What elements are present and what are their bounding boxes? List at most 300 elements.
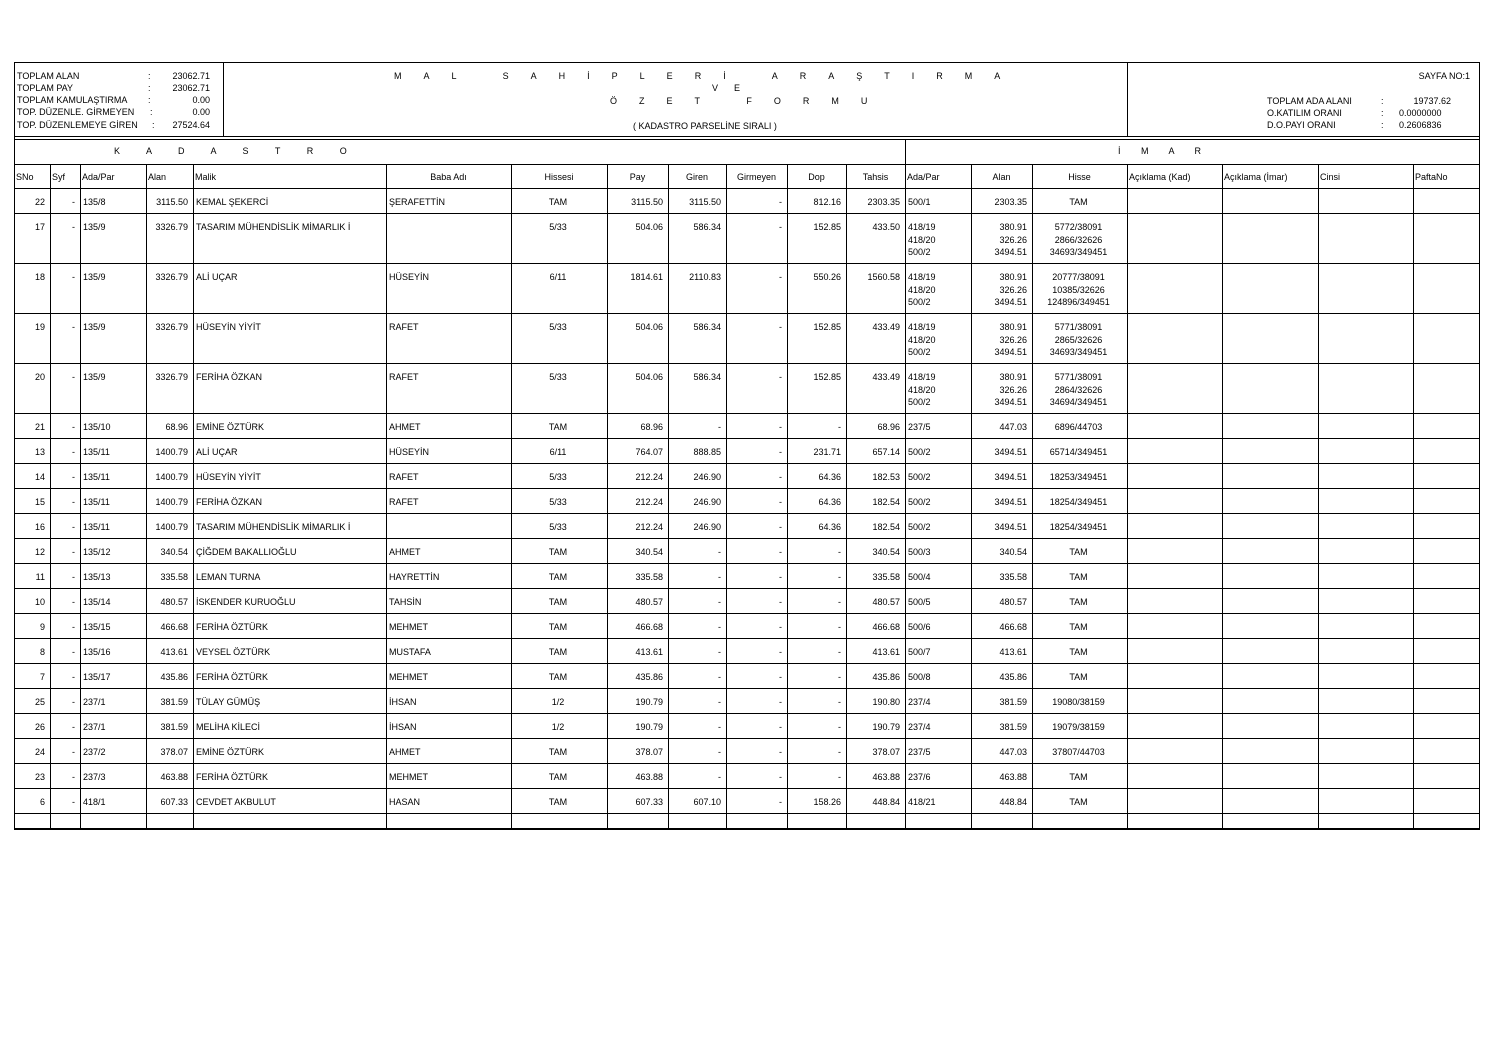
table-cell-adapar: 418/1 <box>83 797 106 807</box>
table-cell-i-adapar: 237/4 <box>908 722 931 732</box>
table-cell-sno: 17 <box>34 222 45 232</box>
row-rule <box>14 738 1480 739</box>
table-cell-baba: HASAN <box>389 797 421 807</box>
summary-value: 0.00 <box>192 107 210 117</box>
table-cell-hisse: TAM <box>548 747 568 757</box>
table-cell-giren: - <box>718 547 721 557</box>
table-cell-adapar: 237/1 <box>83 722 106 732</box>
summary-label: TOPLAM PAY <box>17 83 74 93</box>
table-cell-i-alan: 2303.35 <box>994 197 1027 207</box>
table-cell-syf: - <box>72 447 75 457</box>
table-cell-alan: 3326.79 <box>155 372 188 382</box>
table-cell-i-adapar: 237/5 <box>908 747 931 757</box>
table-cell-baba: AHMET <box>389 547 421 557</box>
table-cell-giren: - <box>718 722 721 732</box>
table-cell-sno: 19 <box>34 322 45 332</box>
column-header-label: Açıklama (İmar) <box>1224 172 1288 182</box>
summary-label: TOP. DÜZENLEMEYE GİREN <box>17 120 138 130</box>
table-cell-i-alan: 447.03 <box>999 747 1027 757</box>
table-cell-malik: KEMAL ŞEKERCİ <box>196 197 269 207</box>
table-cell-giren: 2110.83 <box>689 272 721 282</box>
table-cell-giren: 586.34 <box>693 222 721 232</box>
table-cell-i-hisse: 5772/38091 2866/32626 34693/349451 <box>1049 222 1108 257</box>
table-cell-tahsis: 413.61 <box>872 647 900 657</box>
column-header <box>609 171 666 183</box>
table-cell-alan: 340.54 <box>160 547 188 557</box>
column-header-label: SNo <box>16 172 34 182</box>
table-cell-giren: - <box>718 647 721 657</box>
table-cell-giren: - <box>718 622 721 632</box>
summary-value: 0.2606836 <box>1399 120 1442 130</box>
summary-value: 0.00 <box>192 95 210 105</box>
table-cell-tahsis: 190.80 <box>872 697 900 707</box>
table-cell-syf: - <box>72 422 75 432</box>
table-cell-girmeyen: - <box>779 497 782 507</box>
table-cell-sno: 9 <box>39 622 45 632</box>
section-imar: İ M A R <box>1118 146 1202 156</box>
table-cell-pay: 1814.61 <box>630 272 663 282</box>
table-cell-pay: 480.57 <box>635 597 663 607</box>
title-line-3: ÖZET FORMU <box>610 96 890 106</box>
table-cell-pay: 340.54 <box>635 547 663 557</box>
column-header <box>1129 171 1220 183</box>
table-cell-malik: EMİNE ÖZTÜRK <box>196 747 265 757</box>
table-cell-girmeyen: - <box>779 272 782 282</box>
row-rule <box>14 213 1480 214</box>
table-cell-i-alan: 448.84 <box>999 797 1027 807</box>
table-cell-baba: TAHSİN <box>389 597 422 607</box>
table-cell-sno: 21 <box>34 422 45 432</box>
table-cell-i-hisse: 5771/38091 2865/32626 34693/349451 <box>1049 322 1108 357</box>
table-cell-alan: 335.58 <box>160 572 188 582</box>
table-cell-tahsis: 2303.35 <box>867 197 900 207</box>
table-cell-malik: FERİHA ÖZKAN <box>196 372 263 382</box>
table-cell-baba: RAFET <box>389 322 419 332</box>
table-cell-hisse: TAM <box>548 422 568 432</box>
table-cell-hisse: 1/2 <box>551 722 565 732</box>
column-header-label: Hisse <box>1068 172 1091 182</box>
table-cell-pay: 212.24 <box>635 497 663 507</box>
row-rule <box>14 663 1480 664</box>
column-header-label: Açıklama (Kad) <box>1129 172 1191 182</box>
table-cell-pay: 607.33 <box>635 797 663 807</box>
table-cell-girmeyen: - <box>779 747 782 757</box>
table-cell-syf: - <box>72 772 75 782</box>
table-cell-giren: - <box>718 597 721 607</box>
table-cell-baba: RAFET <box>389 472 419 482</box>
table-cell-baba: HÜSEYİN <box>389 447 430 457</box>
table-cell-dop: 550.26 <box>813 272 841 282</box>
table-cell-tahsis: 340.54 <box>872 547 900 557</box>
column-header-label: Alan <box>992 172 1011 182</box>
table-cell-girmeyen: - <box>779 647 782 657</box>
table-cell-alan: 68.96 <box>165 422 188 432</box>
table-cell-syf: - <box>72 672 75 682</box>
table-cell-sno: 16 <box>34 522 45 532</box>
table-cell-i-hisse: 18254/349451 <box>1049 497 1108 507</box>
summary-value: 27524.64 <box>172 120 210 130</box>
table-cell-tahsis: 335.58 <box>872 572 900 582</box>
table-cell-girmeyen: - <box>779 622 782 632</box>
table-cell-i-adapar: 418/19 418/20 500/2 <box>908 372 936 407</box>
table-cell-i-alan: 381.59 <box>999 722 1027 732</box>
table-cell-adapar: 237/2 <box>83 747 106 757</box>
table-cell-giren: - <box>718 672 721 682</box>
table-cell-i-adapar: 500/7 <box>908 647 931 657</box>
table-cell-alan: 3115.50 <box>156 197 188 207</box>
table-cell-alan: 3326.79 <box>155 222 188 232</box>
table-cell-girmeyen: - <box>779 322 782 332</box>
table-cell-i-adapar: 500/2 <box>908 472 931 482</box>
table-cell-adapar: 135/9 <box>83 222 106 232</box>
table-cell-dop: 64.36 <box>818 497 841 507</box>
table-cell-i-hisse: 19080/38159 <box>1052 697 1105 707</box>
table-cell-malik: FERİHA ÖZTÜRK <box>196 622 269 632</box>
column-header <box>1320 171 1411 183</box>
table-cell-alan: 463.88 <box>160 772 188 782</box>
table-cell-girmeyen: - <box>779 797 782 807</box>
table-cell-girmeyen: - <box>779 572 782 582</box>
table-cell-alan: 381.59 <box>160 722 188 732</box>
column-header-label: Hissesi <box>544 172 574 182</box>
table-cell-i-alan: 480.57 <box>999 597 1027 607</box>
column-header <box>973 171 1030 183</box>
table-cell-giren: 607.10 <box>693 797 721 807</box>
table-cell-hisse: 5/33 <box>549 322 567 332</box>
column-header-label: Tahsis <box>862 172 889 182</box>
table-cell-i-alan: 413.61 <box>999 647 1027 657</box>
table-cell-giren: - <box>718 572 721 582</box>
column-header-label: Ada/Par <box>82 172 115 182</box>
table-cell-pay: 190.79 <box>635 697 663 707</box>
table-cell-tahsis: 182.54 <box>872 497 900 507</box>
table-cell-syf: - <box>72 472 75 482</box>
table-cell-pay: 463.88 <box>635 772 663 782</box>
table-cell-hisse: 1/2 <box>551 697 565 707</box>
table-cell-malik: HÜSEYİN YİYİT <box>196 322 261 332</box>
table-cell-i-adapar: 500/2 <box>908 497 931 507</box>
table-cell-dop: 152.85 <box>813 372 841 382</box>
table-cell-i-hisse: TAM <box>1069 597 1088 607</box>
colon: : <box>148 71 151 81</box>
row-rule <box>14 538 1480 539</box>
table-cell-syf: - <box>72 272 75 282</box>
colon: : <box>1381 108 1384 118</box>
table-cell-i-hisse: TAM <box>1069 772 1088 782</box>
table-cell-giren: 586.34 <box>693 322 721 332</box>
table-cell-sno: 15 <box>34 497 45 507</box>
table-cell-syf: - <box>72 722 75 732</box>
table-cell-syf: - <box>72 522 75 532</box>
summary-label: O.KATILIM ORANI <box>1267 108 1342 118</box>
table-cell-syf: - <box>72 797 75 807</box>
table-cell-dop: - <box>838 722 841 732</box>
table-cell-girmeyen: - <box>779 222 782 232</box>
table-cell-adapar: 135/14 <box>83 597 111 607</box>
table-cell-baba: HAYRETTİN <box>389 572 440 582</box>
table-cell-girmeyen: - <box>779 447 782 457</box>
summary-label: TOP. DÜZENLE. GİRMEYEN <box>17 107 135 117</box>
table-cell-syf: - <box>72 372 75 382</box>
table-cell-dop: - <box>838 622 841 632</box>
table-cell-dop: 812.16 <box>813 197 841 207</box>
row-rule <box>14 613 1480 614</box>
table-cell-adapar: 135/11 <box>83 472 110 482</box>
table-cell-alan: 3326.79 <box>155 272 188 282</box>
table-cell-dop: - <box>838 672 841 682</box>
table-cell-dop: 152.85 <box>813 322 841 332</box>
colon: : <box>148 83 151 93</box>
table-cell-baba: HÜSEYİN <box>389 272 430 282</box>
title-line-4: ( KADASTRO PARSELİNE SIRALI ) <box>633 121 777 131</box>
table-cell-i-adapar: 500/4 <box>908 572 931 582</box>
table-cell-baba: ŞERAFETTİN <box>389 197 446 207</box>
table-cell-i-alan: 380.91 326.26 3494.51 <box>994 222 1027 257</box>
table-cell-pay: 504.06 <box>635 222 663 232</box>
table-cell-i-alan: 435.86 <box>999 672 1027 682</box>
table-cell-sno: 22 <box>34 197 45 207</box>
column-header <box>1034 171 1125 183</box>
table-cell-i-alan: 335.58 <box>999 572 1027 582</box>
table-cell-giren: - <box>718 422 721 432</box>
table-cell-pay: 435.86 <box>635 672 663 682</box>
table-cell-hisse: TAM <box>548 647 568 657</box>
table-cell-hisse: TAM <box>548 547 568 557</box>
table-cell-dop: - <box>838 422 841 432</box>
table-cell-i-hisse: TAM <box>1069 622 1088 632</box>
table-cell-girmeyen: - <box>779 472 782 482</box>
row-rule <box>14 488 1480 489</box>
summary-value: 23062.71 <box>172 83 210 93</box>
table-cell-tahsis: 190.79 <box>872 722 900 732</box>
table-cell-tahsis: 463.88 <box>872 772 900 782</box>
colon: : <box>1381 96 1384 106</box>
table-cell-i-adapar: 418/21 <box>908 797 936 807</box>
table-cell-i-hisse: TAM <box>1069 797 1088 807</box>
table-cell-adapar: 135/9 <box>83 372 106 382</box>
table-cell-malik: İSKENDER KURUOĞLU <box>196 597 296 607</box>
column-header-label: Cinsi <box>1320 172 1341 182</box>
table-cell-i-adapar: 418/19 418/20 500/2 <box>908 222 936 257</box>
header-bottom-rule-2 <box>14 139 1480 140</box>
column-header-rule <box>14 188 1480 189</box>
table-cell-i-hisse: TAM <box>1069 672 1088 682</box>
table-cell-i-alan: 3494.51 <box>994 472 1027 482</box>
row-rule <box>14 463 1480 464</box>
summary-label: TOPLAM ALAN <box>17 71 80 81</box>
table-cell-i-hisse: 37807/44703 <box>1052 747 1105 757</box>
table-cell-i-hisse: TAM <box>1069 647 1088 657</box>
summary-label: TOPLAM KAMULAŞTIRMA <box>17 95 128 105</box>
section-rule <box>14 164 1480 165</box>
table-cell-sno: 13 <box>34 447 45 457</box>
table-cell-pay: 466.68 <box>635 622 663 632</box>
table-cell-syf: - <box>72 322 75 332</box>
table-cell-hisse: 5/33 <box>549 222 567 232</box>
table-cell-malik: FERİHA ÖZTÜRK <box>196 672 269 682</box>
table-cell-alan: 1400.79 <box>155 497 188 507</box>
table-cell-giren: 246.90 <box>693 522 721 532</box>
table-cell-girmeyen: - <box>779 722 782 732</box>
table-cell-malik: EMİNE ÖZTÜRK <box>196 422 265 432</box>
table-cell-adapar: 237/3 <box>83 772 106 782</box>
table-cell-girmeyen: - <box>779 372 782 382</box>
colon: : <box>1381 120 1384 130</box>
row-rule <box>14 438 1480 439</box>
table-cell-hisse: TAM <box>548 797 568 807</box>
table-cell-sno: 12 <box>34 547 45 557</box>
column-header-label: Girmeyen <box>736 172 776 182</box>
table-cell-pay: 504.06 <box>635 372 663 382</box>
table-cell-hisse: 6/11 <box>549 447 567 457</box>
row-rule <box>14 413 1480 414</box>
table-cell-dop: - <box>838 747 841 757</box>
column-header-label: Ada/Par <box>907 172 940 182</box>
table-cell-baba: RAFET <box>389 372 419 382</box>
column-header-label: PaftaNo <box>1415 172 1448 182</box>
table-cell-girmeyen: - <box>779 597 782 607</box>
table-cell-alan: 1400.79 <box>155 472 188 482</box>
table-cell-syf: - <box>72 647 75 657</box>
table-cell-adapar: 135/15 <box>83 622 111 632</box>
table-cell-malik: LEMAN TURNA <box>196 572 261 582</box>
table-cell-tahsis: 433.49 <box>872 322 900 332</box>
table-cell-adapar: 237/1 <box>83 697 106 707</box>
table-cell-syf: - <box>72 197 75 207</box>
table-cell-sno: 7 <box>39 672 45 682</box>
table-cell-i-alan: 380.91 326.26 3494.51 <box>994 322 1027 357</box>
table-cell-dop: - <box>838 597 841 607</box>
table-cell-syf: - <box>72 222 75 232</box>
column-header <box>1415 171 1478 183</box>
row-rule <box>14 563 1480 564</box>
table-cell-alan: 381.59 <box>160 697 188 707</box>
table-cell-i-hisse: 65714/349451 <box>1049 447 1108 457</box>
table-cell-i-alan: 381.59 <box>999 697 1027 707</box>
table-cell-syf: - <box>72 547 75 557</box>
table-cell-alan: 1400.79 <box>155 447 188 457</box>
table-cell-tahsis: 1560.58 <box>867 272 900 282</box>
table-cell-adapar: 135/11 <box>83 447 110 457</box>
column-header-label: Alan <box>148 172 167 182</box>
table-cell-hisse: 5/33 <box>549 497 567 507</box>
column-header-label: Syf <box>52 172 66 182</box>
table-cell-alan: 3326.79 <box>155 322 188 332</box>
table-cell-i-alan: 3494.51 <box>994 522 1027 532</box>
table-cell-sno: 8 <box>39 647 45 657</box>
table-cell-giren: 246.90 <box>693 472 721 482</box>
column-header-label: Dop <box>808 172 825 182</box>
table-cell-pay: 190.79 <box>635 722 663 732</box>
table-cell-alan: 466.68 <box>160 622 188 632</box>
table-cell-dop: - <box>838 772 841 782</box>
table-cell-i-hisse: 19079/38159 <box>1052 722 1105 732</box>
table-cell-tahsis: 433.50 <box>872 222 900 232</box>
row-rule <box>14 263 1480 264</box>
table-cell-sno: 11 <box>35 572 45 582</box>
table-bottom-rule <box>14 829 1480 830</box>
column-header <box>670 171 724 183</box>
colon: : <box>152 120 155 130</box>
table-cell-alan: 378.07 <box>160 747 188 757</box>
table-cell-dop: - <box>838 572 841 582</box>
table-cell-baba: MUSTAFA <box>389 647 431 657</box>
table-cell-hisse: 5/33 <box>549 472 567 482</box>
row-rule <box>14 713 1480 714</box>
summary-label: D.O.PAYI ORANI <box>1267 120 1336 130</box>
table-cell-pay: 3115.50 <box>631 197 663 207</box>
table-cell-i-adapar: 237/6 <box>908 772 931 782</box>
table-cell-malik: TASARIM MÜHENDİSLİK MİMARLIK İ <box>196 222 351 232</box>
column-header-label: Pay <box>629 172 646 182</box>
table-cell-sno: 10 <box>34 597 45 607</box>
table-cell-girmeyen: - <box>779 547 782 557</box>
table-cell-pay: 764.07 <box>635 447 663 457</box>
table-cell-malik: HÜSEYİN YİYİT <box>196 472 261 482</box>
table-cell-sno: 23 <box>34 772 45 782</box>
table-cell-sno: 24 <box>34 747 45 757</box>
table-cell-dop: - <box>838 647 841 657</box>
table-cell-adapar: 135/9 <box>83 272 106 282</box>
table-cell-sno: 18 <box>34 272 45 282</box>
table-cell-i-hisse: 6896/44703 <box>1054 422 1103 432</box>
table-cell-i-alan: 380.91 326.26 3494.51 <box>994 372 1027 407</box>
table-cell-syf: - <box>72 622 75 632</box>
column-header-label: Malik <box>195 172 217 182</box>
table-cell-i-adapar: 500/1 <box>908 197 931 207</box>
table-cell-syf: - <box>72 747 75 757</box>
table-cell-dop: 158.26 <box>813 797 841 807</box>
table-cell-sno: 6 <box>39 797 45 807</box>
table-cell-adapar: 135/8 <box>83 197 106 207</box>
table-cell-alan: 413.61 <box>160 647 188 657</box>
table-cell-i-adapar: 237/5 <box>908 422 931 432</box>
table-cell-adapar: 135/11 <box>83 522 110 532</box>
table-cell-tahsis: 433.49 <box>872 372 900 382</box>
table-cell-baba: MEHMET <box>389 622 428 632</box>
table-cell-sno: 14 <box>34 472 45 482</box>
table-cell-hisse: TAM <box>548 772 568 782</box>
table-cell-giren: 246.90 <box>693 497 721 507</box>
page-number: SAYFA NO:1 <box>1418 71 1470 81</box>
table-cell-i-hisse: TAM <box>1069 572 1088 582</box>
table-cell-girmeyen: - <box>779 672 782 682</box>
table-cell-girmeyen: - <box>779 422 782 432</box>
column-header-label: Baba Adı <box>430 172 467 182</box>
table-cell-pay: 335.58 <box>635 572 663 582</box>
table-cell-giren: - <box>718 747 721 757</box>
table-cell-giren: - <box>718 772 721 782</box>
table-cell-malik: ALİ UÇAR <box>196 272 238 282</box>
table-cell-giren: 888.85 <box>693 447 721 457</box>
table-cell-girmeyen: - <box>779 772 782 782</box>
colon: : <box>148 95 151 105</box>
table-cell-dop: 152.85 <box>813 222 841 232</box>
table-cell-i-adapar: 237/4 <box>908 697 931 707</box>
table-cell-baba: İHSAN <box>389 722 417 732</box>
table-cell-alan: 435.86 <box>160 672 188 682</box>
table-cell-tahsis: 657.14 <box>872 447 900 457</box>
table-cell-malik: FERİHA ÖZKAN <box>196 497 263 507</box>
table-cell-pay: 212.24 <box>635 522 663 532</box>
row-rule <box>14 788 1480 789</box>
table-cell-syf: - <box>72 597 75 607</box>
column-header <box>907 171 969 183</box>
table-cell-i-adapar: 500/8 <box>908 672 931 682</box>
table-cell-malik: TÜLAY GÜMÜŞ <box>196 697 261 707</box>
table-cell-baba: AHMET <box>389 747 421 757</box>
table-cell-i-alan: 380.91 326.26 3494.51 <box>994 272 1027 307</box>
